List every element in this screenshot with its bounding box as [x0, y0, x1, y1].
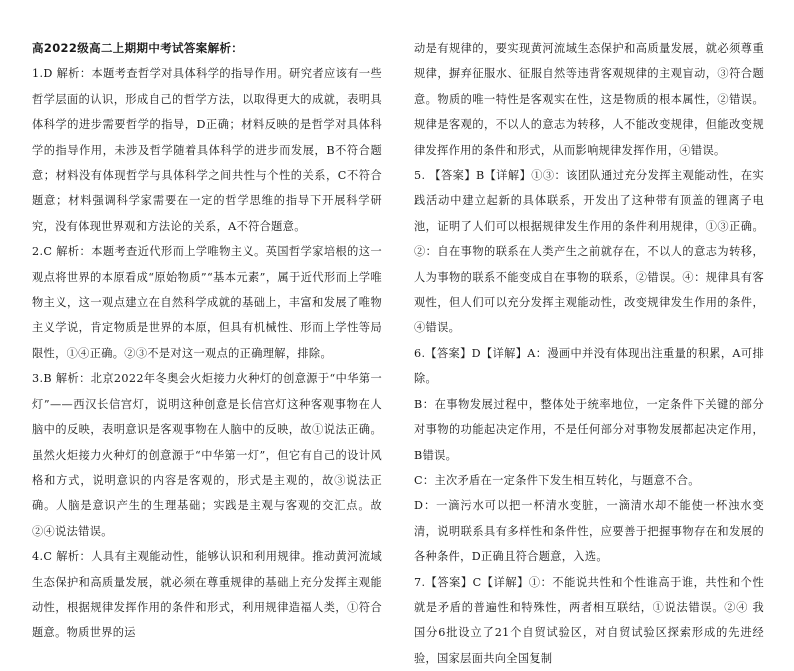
answer-4-continued: 动是有规律的，要实现黄河流域生态保护和高质量发展，就必须尊重规律，摒弃征服水、征服自然等违背客观规律的主观盲动，③符合题意。物质的唯一特性是客观实在性，这是物质的根本属性，②错误。规律是客观的，不以人的意志为转移，人不能改变规律，但能改变规律发挥作用的条件和形式，从而影响规律发挥作用，④错误。 — [414, 42, 764, 157]
answer-6-option-b: B：在事物发展过程中，整体处于统率地位，一定条件下关键的部分对事物的功能起决定作用，不是任何部分对事物发展都起决定作用，B错误。 — [414, 397, 764, 462]
answer-6: 6.【答案】D【详解】A：漫画中并没有体现出注重量的积累，A可排除。 — [414, 346, 764, 386]
answer-4: 4.C 解析：人具有主观能动性，能够认识和利用规律。推动黄河流域生态保护和高质量发展，就必须在尊重规律的基础上充分发挥主观能动性，根据规律发挥作用的条件和形式，利用规律造福人类，①符合题意。物质世界的运 — [32, 550, 382, 640]
answer-1: 1.D 解析：本题考查哲学对具体科学的指导作用。研究者应该有一些哲学层面的认识，形成自己的哲学方法，以取得更大的成就，表明具体科学的进步需要哲学的指导，D正确；材料反映的是哲学对具体科学的指导作用，未涉及哲学随着具体科学的进步而发展，B不符合题意；材料没有体现哲学与具体科学之间共性与个性的关系，C不符合题意；材料强调科学家需要在一定的哲学思维的指导下开展科学研究，没有体现世界观和方法论的关系，A不符合题意。 — [32, 67, 382, 233]
answer-6-option-c: C：主次矛盾在一定条件下发生相互转化，与题意不合。 — [414, 473, 700, 487]
left-column — [32, 36, 382, 640]
answer-5: 5. 【答案】B【详解】①③：该团队通过充分发挥主观能动性，在实践活动中建立起新的具体联系，开发出了这种带有顶盖的锂离子电池，证明了人们可以根据规律发生作用的条件利用规律，①③正确。②：自在事物的联系在人类产生之前就存在，不以人的意志为转移，人为事物的联系不能变成自在事物的联系，②错误。④：规律具有客观性，但人们可以充分发挥主观能动性，改变规律发生作用的条件，④错误。 — [414, 169, 764, 335]
answer-6-option-d: D：一滴污水可以把一杯清水变脏，一滴清水却不能使一杯浊水变清，说明联系具有多样性和条件性，应要善于把握事物存在和发展的各种条件，D正确且符合题意，入选。 — [414, 499, 764, 564]
answer-3: 3.B 解析：北京2022年冬奥会火炬接力火种灯的创意源于“中华第一灯”——西汉长信宫灯，说明这种创意是长信宫灯这种客观事物在人脑中的反映，表明意识是客观事物在人脑中的反映，故①说法正确。虽然火炬接力火种灯的创意源于“中华第一灯”，但它有自己的设计风格和方式，说明意识的内容是客观的，形式是主观的，故③说法正确。人脑是意识产生的生理基础；实践是主观与客观的交汇点。故②④说法错误。 — [32, 372, 382, 538]
answer-2: 2.C 解析：本题考查近代形而上学唯物主义。英国哲学家培根的这一观点将世界的本原看成“原始物质”“基本元素”，属于近代形而上学唯物主义，这一观点建立在自然科学成就的基础上，丰富和发展了唯物主义学说，肯定物质是世界的本原，但具有机械性、形而上学性等局限性，①④正确。②③不是对这一观点的正确理解，排除。 — [32, 245, 382, 360]
right-column — [414, 36, 764, 665]
document-title: 高2022级高二上期期中考试答案解析： — [32, 41, 244, 55]
answer-7: 7.【答案】C【详解】①：不能说共性和个性谁高于谁，共性和个性就是矛盾的普遍性和特殊性，两者相互联结，①说法错误。②④ 我国分6批设立了21个自贸试验区，对自贸试验区探索形成的先进经验，国家层面共向全国复制 — [414, 575, 764, 665]
